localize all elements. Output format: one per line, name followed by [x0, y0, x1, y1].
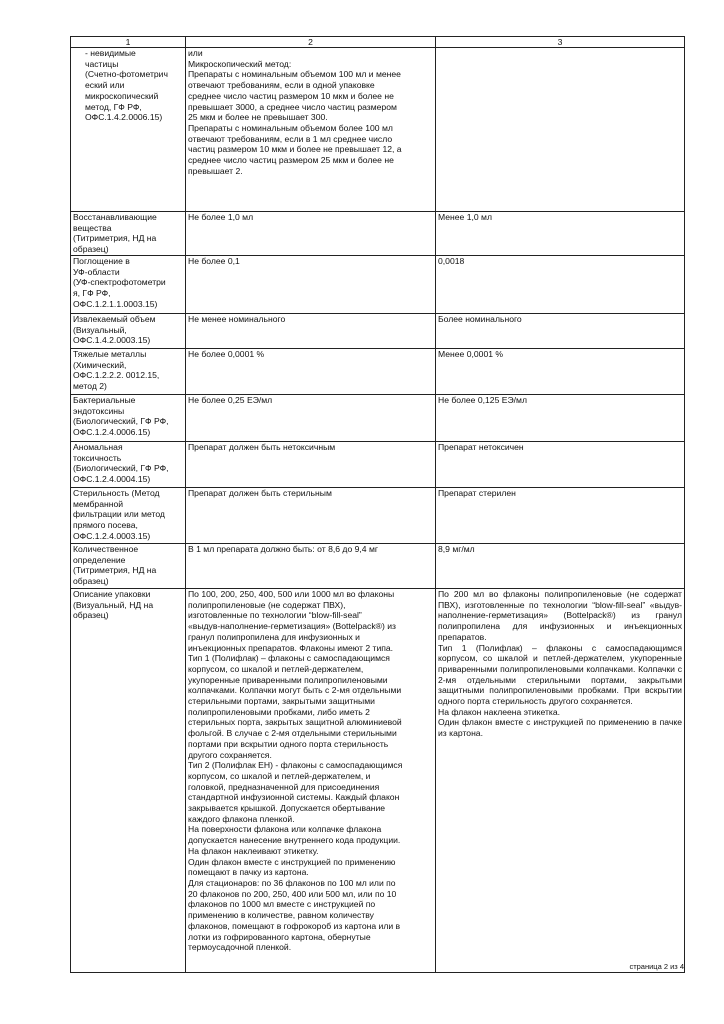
- norm-cell: Не менее номинального: [186, 314, 436, 349]
- parameter-cell: Стерильность (Метод мембранной фильтрации или метод прямого посева, ОФС.1.2.4.0003.15): [71, 488, 186, 544]
- table-row: [71, 544, 685, 589]
- table-row: [71, 442, 685, 488]
- parameter-cell: Бактериальные эндотоксины (Биологический, ГФ РФ, ОФС.1.2.4.0006.15): [71, 395, 186, 442]
- table-row: [71, 349, 685, 395]
- result-cell: Менее 1,0 мл: [436, 212, 685, 256]
- parameter-cell: - невидимые частицы (Счетно-фотометрич еский или микроскопический метод, ГФ РФ, ОФС.1.4.2.0006.15): [71, 48, 186, 212]
- table-row: [71, 48, 685, 212]
- norm-cell: или Микроскопический метод: Препараты с номинальным объемом 100 мл и менее отвечают требованиям, если в одной упаковке среднее число частиц размером 10 мкм и более не превышает 3000, а среднее число частиц размером 25 мкм и более не превышает 300. Препараты с номинальным объемом более 100 мл отвечают требованиям, если в 1 мл среднее число частиц размером 10 мкм и более не превышает 12, а среднее число частиц размером 25 мкм и более не превышает 2.: [186, 48, 436, 212]
- norm-cell: Не более 0,25 ЕЭ/мл: [186, 395, 436, 442]
- result-cell: [436, 48, 685, 212]
- table-row: [71, 256, 685, 314]
- norm-cell: Не более 0,1: [186, 256, 436, 314]
- result-cell: 0,0018: [436, 256, 685, 314]
- parameter-cell: Аномальная токсичность (Биологический, ГФ РФ, ОФС.1.2.4.0004.15): [71, 442, 186, 488]
- result-cell: Не более 0,125 ЕЭ/мл: [436, 395, 685, 442]
- column-header-3: 3: [436, 37, 685, 48]
- parameter-cell: Поглощение в УФ-области (УФ-спектрофотометри я, ГФ РФ, ОФС.1.2.1.1.0003.15): [71, 256, 186, 314]
- result-cell: Препарат нетоксичен: [436, 442, 685, 488]
- table-row: [71, 488, 685, 544]
- norm-cell: Не более 1,0 мл: [186, 212, 436, 256]
- parameter-cell: Описание упаковки (Визуальный, НД на образец): [71, 589, 186, 973]
- norm-cell: Препарат должен быть стерильным: [186, 488, 436, 544]
- norm-cell: Не более 0,0001 %: [186, 349, 436, 395]
- table-row: [71, 314, 685, 349]
- norm-cell: В 1 мл препарата должно быть: от 8,6 до 9,4 мг: [186, 544, 436, 589]
- result-cell: По 200 мл во флаконы полипропиленовые (не содержат ПВХ), изготовленные по технологии “blow-fill-seal” «выдув-наполнение-герметизация» (Bottelpack®) из гранул полипропилена для инфузионных и инъекционных препаратов. Тип 1 (Полифлак) – флаконы с самоспадающимся корпусом, со шкалой и петлей-держателем, укупоренные приваренными полипропиленовыми колпачками. Колпачки с 2-мя отдельными стерильными портами, закрытыми защитными полипропиленовыми пробками. При вскрытии одного порта стерильность другого сохраняется. На флакон наклеена этикетка. Один флакон вместе с инструкцией по применению в пачке из картона.: [436, 589, 685, 973]
- table-row: [71, 589, 685, 973]
- parameter-cell: Восстанавливающие вещества (Титриметрия, НД на образец): [71, 212, 186, 256]
- parameter-cell: Количественное определение (Титриметрия, НД на образец): [71, 544, 186, 589]
- table-row: [71, 212, 685, 256]
- column-header-2: 2: [186, 37, 436, 48]
- table-header-row: [71, 37, 685, 48]
- norm-cell: Препарат должен быть нетоксичным: [186, 442, 436, 488]
- parameter-cell: Извлекаемый объем (Визуальный, ОФС.1.4.2.0003.15): [71, 314, 186, 349]
- result-cell: 8,9 мг/мл: [436, 544, 685, 589]
- table-row: [71, 395, 685, 442]
- result-cell: Препарат стерилен: [436, 488, 685, 544]
- result-cell: Менее 0,0001 %: [436, 349, 685, 395]
- norm-cell: По 100, 200, 250, 400, 500 или 1000 мл во флаконы полипропиленовые (не содержат ПВХ), изготовленные по технологии “blow-fill-seal” «выдув-наполнение-герметизация» (Bottelpack®) из гранул полипропилена для инфузионных и инъекционных препаратов. Флаконы имеют 2 типа. Тип 1 (Полифлак) – флаконы с самоспадающимся корпусом, со шкалой и петлей-держателем, укупоренные приваренными полипропиленовыми колпачками. Колпачки могут быть с 2-мя отдельными стерильными портами, закрытыми защитными полипропиленовыми пробками, либо иметь 2 стерильных порта, закрытых защитной алюминиевой фольгой. В случае с 2-мя отдельными стерильными портами при вскрытии одного порта стерильность другого сохраняется. Тип 2 (Полифлак ЕН) - флаконы с самоспадающимся корпусом, со шкалой и петлей-держателем, и головкой, предназначенной для присоединения стандартной инфузионной системы. Каждый флакон закрывается крышкой. Допускается обертывание каждого флакона пленкой. На поверхности флакона или колпачке флакона допускается нанесение внутреннего кода продукции. На флакон наклеивают этикетку. Один флакон вместе с инструкцией по применению помещают в пачку из картона. Для стационаров: по 36 флаконов по 100 мл или по 20 флаконов по 200, 250, 400 или 500 мл, или по 10 флаконов по 1000 мл вместе с инструкцией по применению в количестве, равном количеству флаконов, помещают в гофрокороб из картона или в лотки из гофрированного картона, обернутые термоусадочной пленкой.: [186, 589, 436, 973]
- result-cell: Более номинального: [436, 314, 685, 349]
- column-header-1: 1: [71, 37, 186, 48]
- page-number: страница 2 из 4: [629, 962, 684, 971]
- specification-table: [70, 36, 685, 973]
- parameter-cell: Тяжелые металлы (Химический, ОФС.1.2.2.2. 0012.15, метод 2): [71, 349, 186, 395]
